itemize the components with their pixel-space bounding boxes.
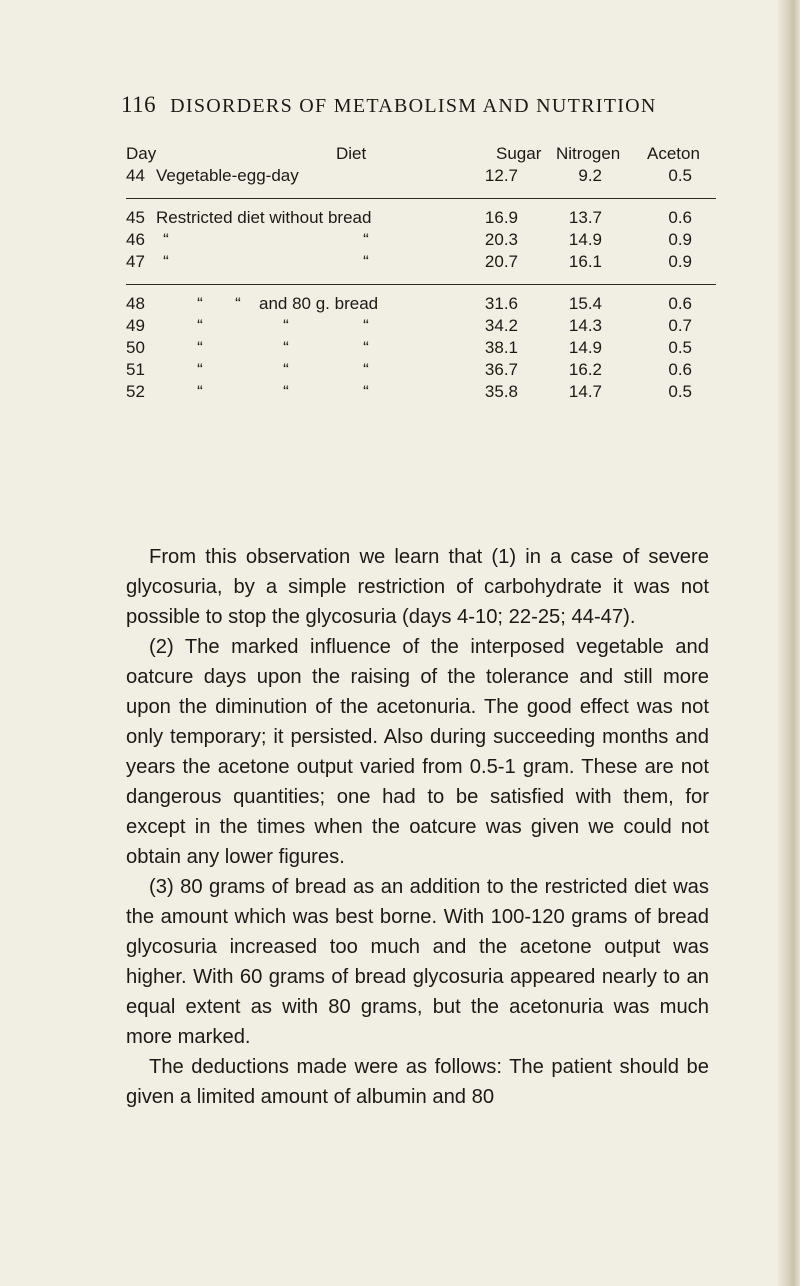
ditto-mark: “: [283, 382, 289, 401]
page-number: 116: [121, 92, 157, 117]
running-title: DISORDERS OF METABOLISM AND NUTRITION: [170, 95, 657, 117]
aceton-cell: 0.6: [668, 294, 692, 313]
day-cell: 52: [126, 382, 145, 401]
day-cell: 49: [126, 316, 145, 335]
body-text: [126, 542, 709, 1112]
aceton-cell: 0.5: [668, 166, 692, 185]
diet-cell: Vegetable-egg-day: [156, 166, 299, 185]
day-cell: 48: [126, 294, 145, 313]
table-row: [126, 230, 716, 252]
ditto-mark: “: [283, 360, 289, 379]
diet-cell: and 80 g. bread: [259, 294, 379, 313]
sugar-cell: 20.7: [484, 252, 518, 271]
data-table: [126, 144, 716, 404]
aceton-cell: 0.6: [668, 208, 692, 227]
ditto-mark: “: [363, 316, 369, 335]
day-cell: 50: [126, 338, 145, 357]
ditto-mark: “: [163, 230, 169, 249]
table-row: [126, 166, 716, 188]
aceton-cell: 0.9: [668, 230, 692, 249]
page-edge-shadow: [778, 0, 800, 1286]
ditto-mark: “: [363, 230, 369, 249]
sugar-cell: 38.1: [484, 338, 518, 357]
column-header-day: Day: [126, 144, 157, 163]
nitrogen-cell: 14.9: [568, 230, 602, 249]
table-row: [126, 208, 716, 230]
ditto-mark: “: [363, 338, 369, 357]
sugar-cell: 12.7: [484, 166, 518, 185]
sugar-cell: 20.3: [484, 230, 518, 249]
paragraph: From this observation we learn that (1) in a case of severe glycosuria, by a simple restriction of carbohydrate it was not possible to stop the glycosuria (days 4-10; 22-25; 44-47).: [126, 546, 709, 628]
ditto-mark: “: [283, 316, 289, 335]
day-cell: 45: [126, 208, 145, 227]
table-divider: [126, 284, 716, 285]
paragraph: The deductions made were as follows: The patient should be given a limited amount of albumin and 80: [126, 1056, 709, 1108]
ditto-mark: “: [197, 382, 203, 401]
table-header-row: [126, 144, 716, 166]
table-row: [126, 294, 716, 316]
column-header-aceton: Aceton: [647, 144, 700, 163]
sugar-cell: 31.6: [484, 294, 518, 313]
table-row: [126, 316, 716, 338]
nitrogen-cell: 16.1: [568, 252, 602, 271]
ditto-mark: “: [197, 294, 203, 313]
nitrogen-cell: 14.3: [568, 316, 602, 335]
paragraph: (3) 80 grams of bread as an addition to the restricted diet was the amount which was best borne. With 100-120 grams of bread glycosuria increased too much and the acetone output was higher. With 60 grams of bread glycosuria appeared nearly to an equal extent as with 80 grams, but the acetonuria was much more marked.: [126, 876, 709, 1048]
aceton-cell: 0.5: [668, 338, 692, 357]
nitrogen-cell: 14.7: [568, 382, 602, 401]
day-cell: 46: [126, 230, 145, 249]
sugar-cell: 16.9: [484, 208, 518, 227]
table-row: [126, 382, 716, 404]
day-cell: 47: [126, 252, 145, 271]
nitrogen-cell: 14.9: [568, 338, 602, 357]
column-header-sugar: Sugar: [496, 144, 542, 163]
aceton-cell: 0.7: [668, 316, 692, 335]
column-header-diet: Diet: [336, 144, 367, 163]
ditto-mark: “: [283, 338, 289, 357]
ditto-mark: “: [363, 360, 369, 379]
nitrogen-cell: 15.4: [568, 294, 602, 313]
ditto-mark: “: [197, 316, 203, 335]
diet-cell: Restricted diet without bread: [156, 208, 372, 227]
running-header: [121, 92, 721, 118]
aceton-cell: 0.9: [668, 252, 692, 271]
nitrogen-cell: 13.7: [568, 208, 602, 227]
aceton-cell: 0.5: [668, 382, 692, 401]
ditto-mark: “: [163, 252, 169, 271]
table-divider: [126, 198, 716, 199]
ditto-mark: “: [197, 360, 203, 379]
ditto-mark: “: [363, 252, 369, 271]
day-cell: 44: [126, 166, 145, 185]
ditto-mark: “: [197, 338, 203, 357]
ditto-mark: “: [363, 382, 369, 401]
table-row: [126, 252, 716, 274]
aceton-cell: 0.6: [668, 360, 692, 379]
nitrogen-cell: 16.2: [568, 360, 602, 379]
sugar-cell: 34.2: [484, 316, 518, 335]
ditto-mark: “: [235, 294, 241, 313]
paragraph: (2) The marked influence of the interposed vegetable and oatcure days upon the raising of the tolerance and still more upon the diminution of the acetonuria. The good effect was not only temporary; it persisted. Also during succeeding months and years the acetone output varied from 0.5-1 gram. These are not dangerous quantities; one had to be satisfied with them, for except in the times when the oatcure was given we could not obtain any lower figures.: [126, 636, 709, 868]
table-row: [126, 338, 716, 360]
table-row: [126, 360, 716, 382]
sugar-cell: 36.7: [484, 360, 518, 379]
sugar-cell: 35.8: [484, 382, 518, 401]
nitrogen-cell: 9.2: [578, 166, 602, 185]
column-header-nitrogen: Nitrogen: [556, 144, 621, 163]
day-cell: 51: [126, 360, 145, 379]
